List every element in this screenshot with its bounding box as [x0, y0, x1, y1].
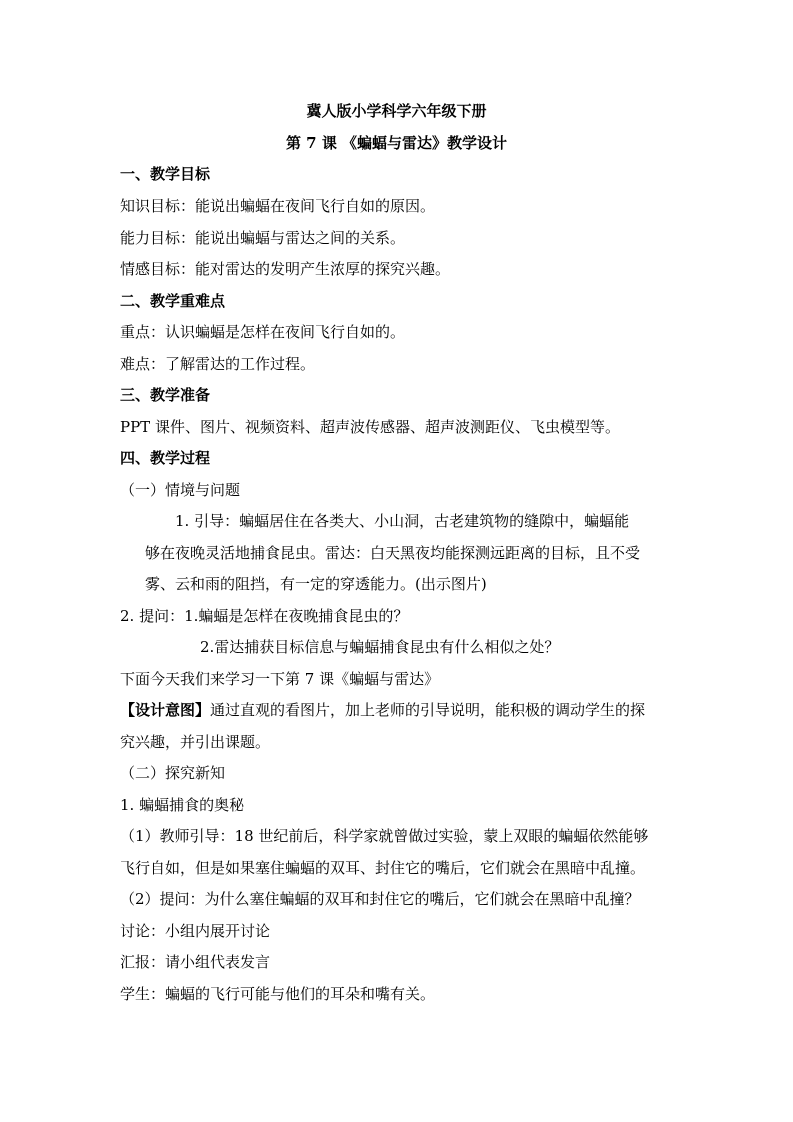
topic-bat-hunting: 1. 蝙蝠捕食的奥秘	[120, 796, 245, 814]
question-2: 2.雷达捕获目标信息与蝙蝠捕食昆虫有什么相似之处？	[200, 638, 560, 656]
student-answer: 学生：蝙蝠的飞行可能与他们的耳朵和嘴有关。	[120, 985, 436, 1003]
objective-ability: 能力目标：能说出蝙蝠与雷达之间的关系。	[120, 229, 406, 247]
teacher-guide-line1: （1）教师引导：18 世纪前后，科学家就曾做过实验，蒙上双眼的蝙蝠依然能够	[120, 827, 649, 845]
question-1: 2. 提问：1.蝙蝠是怎样在夜晚捕食昆虫的？	[120, 607, 409, 625]
design-intent-text: 通过直观的看图片，加上老师的引导说明，能积极的调动学生的探	[210, 701, 646, 719]
design-intent-line1	[120, 700, 680, 720]
paragraph-intro-line3: 雾、云和雨的阻挡，有一定的穿透能力。(出示图片)	[145, 575, 487, 593]
design-intent-label: 【设计意图】	[120, 701, 211, 719]
discussion: 讨论：小组内展开讨论	[120, 922, 271, 940]
design-intent-line2: 究兴趣，并引出课题。	[120, 733, 271, 751]
paragraph-intro-line2: 够在夜晚灵活地捕食昆虫。雷达：白天黑夜均能探测远距离的目标，且不受	[145, 544, 641, 562]
section-heading-process: 四、教学过程	[120, 449, 211, 467]
section-heading-keypoints: 二、教学重难点	[120, 292, 226, 310]
lesson-intro: 下面今天我们来学习一下第 7 课《蝙蝠与雷达》	[120, 670, 440, 688]
section-heading-preparation: 三、教学准备	[120, 386, 211, 404]
section-heading-objectives: 一、教学目标	[120, 165, 211, 183]
objective-emotion: 情感目标：能对雷达的发明产生浓厚的探究兴趣。	[120, 260, 451, 278]
teacher-question: （2）提问：为什么塞住蝙蝠的双耳和封住它的嘴后，它们就会在黑暗中乱撞？	[120, 890, 640, 908]
report: 汇报：请小组代表发言	[120, 953, 271, 971]
objective-knowledge: 知识目标：能说出蝙蝠在夜间飞行自如的原因。	[120, 197, 436, 215]
keypoint-difficulty: 难点：了解雷达的工作过程。	[120, 355, 316, 373]
subsection-situation: （一）情境与问题	[120, 481, 241, 499]
paragraph-intro-line1: 1. 引导：蝙蝠居住在各类大、小山洞，古老建筑物的缝隙中，蝙蝠能	[175, 512, 630, 530]
lesson-title: 第 7 课 《蝙蝠与雷达》教学设计	[285, 134, 508, 152]
document-title: 冀人版小学科学六年级下册	[306, 102, 487, 120]
preparation-materials: PPT 课件、图片、视频资料、超声波传感器、超声波测距仪、飞虫模型等。	[120, 418, 620, 436]
teacher-guide-line2: 飞行自如，但是如果塞住蝙蝠的双耳、封住它的嘴后，它们就会在黑暗中乱撞。	[120, 859, 646, 877]
subsection-explore: （二）探究新知	[120, 764, 226, 782]
keypoint-focus: 重点：认识蝙蝠是怎样在夜间飞行自如的。	[120, 323, 406, 341]
